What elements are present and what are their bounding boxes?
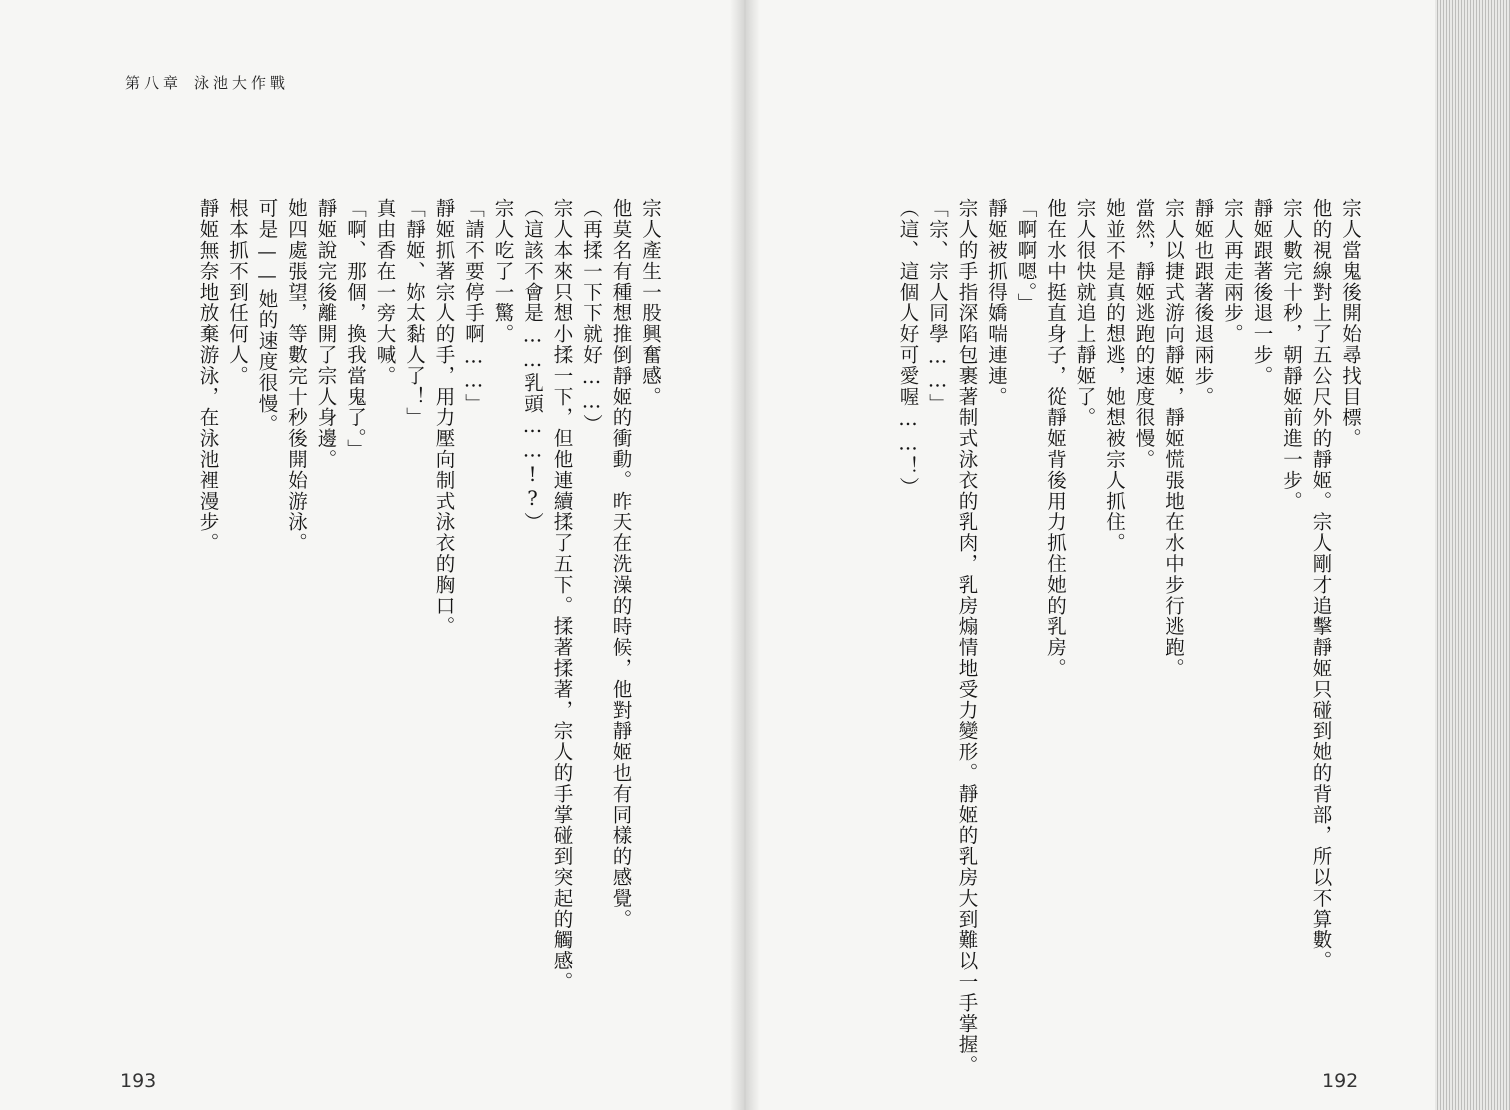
right-page-text: [795, 198, 1365, 1078]
text-line: 宗人吃了一驚。: [491, 198, 515, 345]
text-line: 靜姬無奈地放棄游泳，在泳池裡漫步。: [196, 198, 220, 554]
text-line: 靜姬被抓得嬌喘連連。: [985, 198, 1008, 407]
text-line: （再揉一下下就好……）: [580, 198, 603, 435]
text-line: 他的視線對上了五公尺外的靜姬。宗人剛才追擊靜姬只碰到她的背部，所以不算數。: [1309, 198, 1333, 972]
text-line: 宗人以捷式游向靜姬，靜姬慌張地在水中步行逃跑。: [1162, 198, 1185, 679]
page-number-right: 192: [1322, 1070, 1359, 1092]
text-line: （這、這個人好可愛喔……！）: [896, 198, 920, 498]
text-line: 「靜姬、妳太黏人了！」: [403, 198, 426, 428]
text-line: 「啊啊嗯。」: [1014, 198, 1038, 314]
text-line: 她並不是真的想逃，她想被宗人抓住。: [1103, 198, 1126, 554]
text-line: 宗人很快就追上靜姬了。: [1073, 198, 1097, 428]
page-edges: [1435, 0, 1510, 1110]
text-line: 真由香在一旁大喊。: [373, 198, 397, 387]
text-line: 「請不要停手啊……」: [462, 198, 485, 414]
text-line: 可是——她的速度很慢。: [255, 198, 279, 435]
text-line: 宗人產生一股興奮感。: [639, 198, 662, 407]
text-line: 宗人的手指深陷包裹著制式泳衣的乳肉，乳房煽情地受力變形。靜姬的乳房大到難以一手掌握。: [955, 198, 979, 1076]
chapter-title: 泳池大作戰: [194, 74, 290, 92]
text-line: 當然，靜姬逃跑的速度很慢。: [1132, 198, 1156, 470]
text-line: 宗人當鬼後開始尋找目標。: [1339, 198, 1362, 449]
book-gutter: [730, 0, 760, 1110]
text-line: 靜姬抓著宗人的手，用力壓向制式泳衣的胸口。: [432, 198, 456, 637]
text-line: 宗人本來只想小揉一下，但他連續揉了五下。揉著揉著，宗人的手掌碰到突起的觸感。: [550, 198, 574, 993]
text-line: 她四處張望，等數完十秒後開始游泳。: [285, 198, 308, 554]
left-page-text: [135, 198, 665, 1078]
text-line: 靜姬跟著後退一步。: [1250, 198, 1274, 387]
text-line: 「啊、那個，換我當鬼了。」: [344, 198, 367, 460]
text-line: 宗人數完十秒，朝靜姬前進一步。: [1280, 198, 1303, 512]
text-line: 根本抓不到任何人。: [226, 198, 249, 387]
running-header: [125, 72, 289, 93]
text-line: （這該不會是……乳頭……!?）: [521, 198, 544, 533]
text-line: 靜姬說完後離開了宗人身邊。: [314, 198, 338, 470]
text-line: 宗人再走兩步。: [1221, 198, 1244, 345]
text-line: 他在水中挺直身子，從靜姬背後用力抓住她的乳房。: [1044, 198, 1067, 679]
chapter-number: 第八章: [125, 74, 183, 92]
text-line: 靜姬也跟著後退兩步。: [1191, 198, 1215, 407]
page-number-left: 193: [120, 1070, 157, 1092]
text-line: 「宗、宗人同學……」: [926, 198, 949, 414]
text-line: 他莫名有種想推倒靜姬的衝動。昨天在洗澡的時候，他對靜姬也有同樣的感覺。: [609, 198, 633, 930]
